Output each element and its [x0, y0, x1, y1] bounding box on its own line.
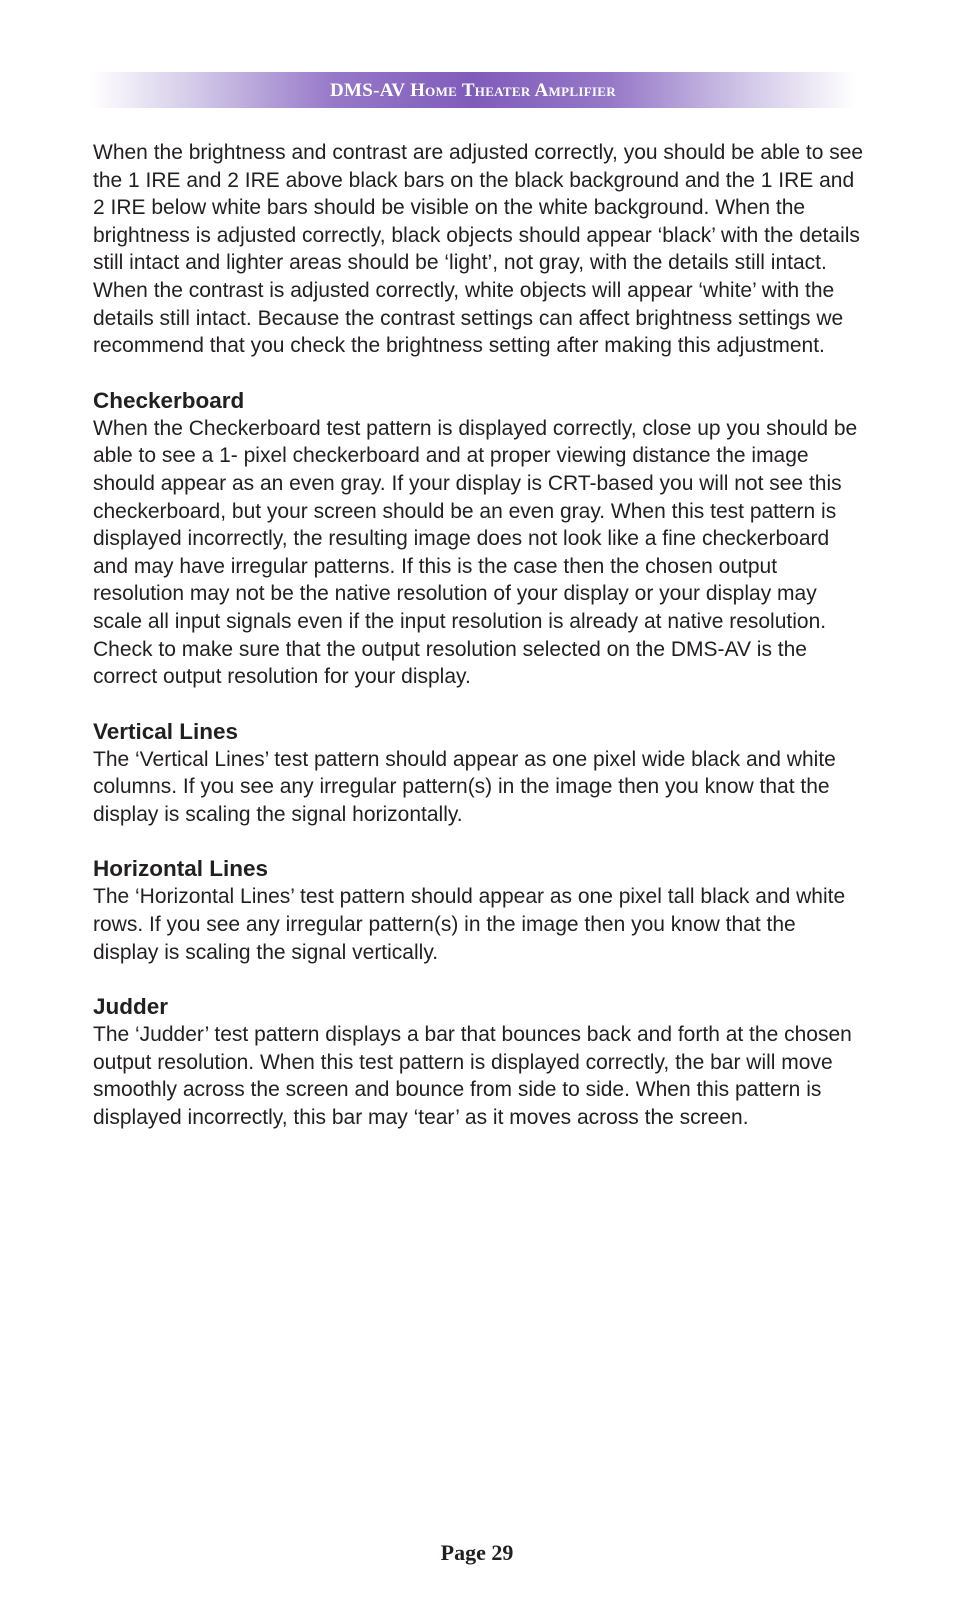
section-text-horizontal-lines: The ‘Horizontal Lines’ test pattern should appear as one pixel tall black and white rows. If you see any irregular pattern(s) in the image then you know that the display is scaling the signal vertically.	[93, 885, 846, 964]
section-text-vertical-lines: The ‘Vertical Lines’ test pattern should appear as one pixel wide black and white columns. If you see any irregular pattern(s) in the image then you know that the display is scaling the signal horizontally.	[93, 747, 836, 826]
running-header-title: DMS-AV Home Theater Amplifier	[330, 80, 616, 101]
running-header-band	[90, 72, 856, 108]
page-body	[93, 139, 865, 1132]
section-heading-vertical-lines: Vertical Lines	[93, 718, 239, 744]
section-heading-judder: Judder	[93, 994, 169, 1020]
section-text-judder: The ‘Judder’ test pattern displays a bar that bounces back and forth at the chosen output resolution. When this test pattern is displayed correctly, the bar will move smoothly across the screen and bounce from side to side. When this pattern is displayed incorrectly, this bar may ‘tear’ as it moves across the screen.	[93, 1023, 852, 1130]
section-heading-checkerboard: Checkerboard	[93, 387, 245, 413]
section-heading-horizontal-lines: Horizontal Lines	[93, 856, 269, 882]
page-number: Page 29	[440, 1540, 514, 1565]
section-text-checkerboard: When the Checkerboard test pattern is displayed correctly, close up you should be able to see a 1- pixel checkerboard and at proper viewing distance the image should appear as an even gray. If your display is CRT-based you will not see this checkerboard, but your screen should be an even gray. When this test pattern is displayed incorrectly, the resulting image does not look like a fine checkerboard and may have irregular patterns. If this is the case then the chosen output resolution may not be the native resolution of your display or your display may scale all input signals even if the input resolution is already at native resolution. Check to make sure that the output resolution selected on the DMS-AV is the correct output resolution for your display.	[93, 416, 858, 689]
intro-paragraph: When the brightness and contrast are adjusted correctly, you should be able to see the 1 IRE and 2 IRE above black bars on the black background and the 1 IRE and 2 IRE below white bars should be visible on the white background. When the brightness is adjusted correctly, black objects should appear ‘black’ with the details still intact and lighter areas should be ‘light’, not gray, with the details still intact. When the contrast is adjusted correctly, white objects will appear ‘white’ with the details still intact. Because the contrast settings can affect brightness settings we recommend that you check the brightness setting after making this adjustment.	[93, 141, 864, 358]
